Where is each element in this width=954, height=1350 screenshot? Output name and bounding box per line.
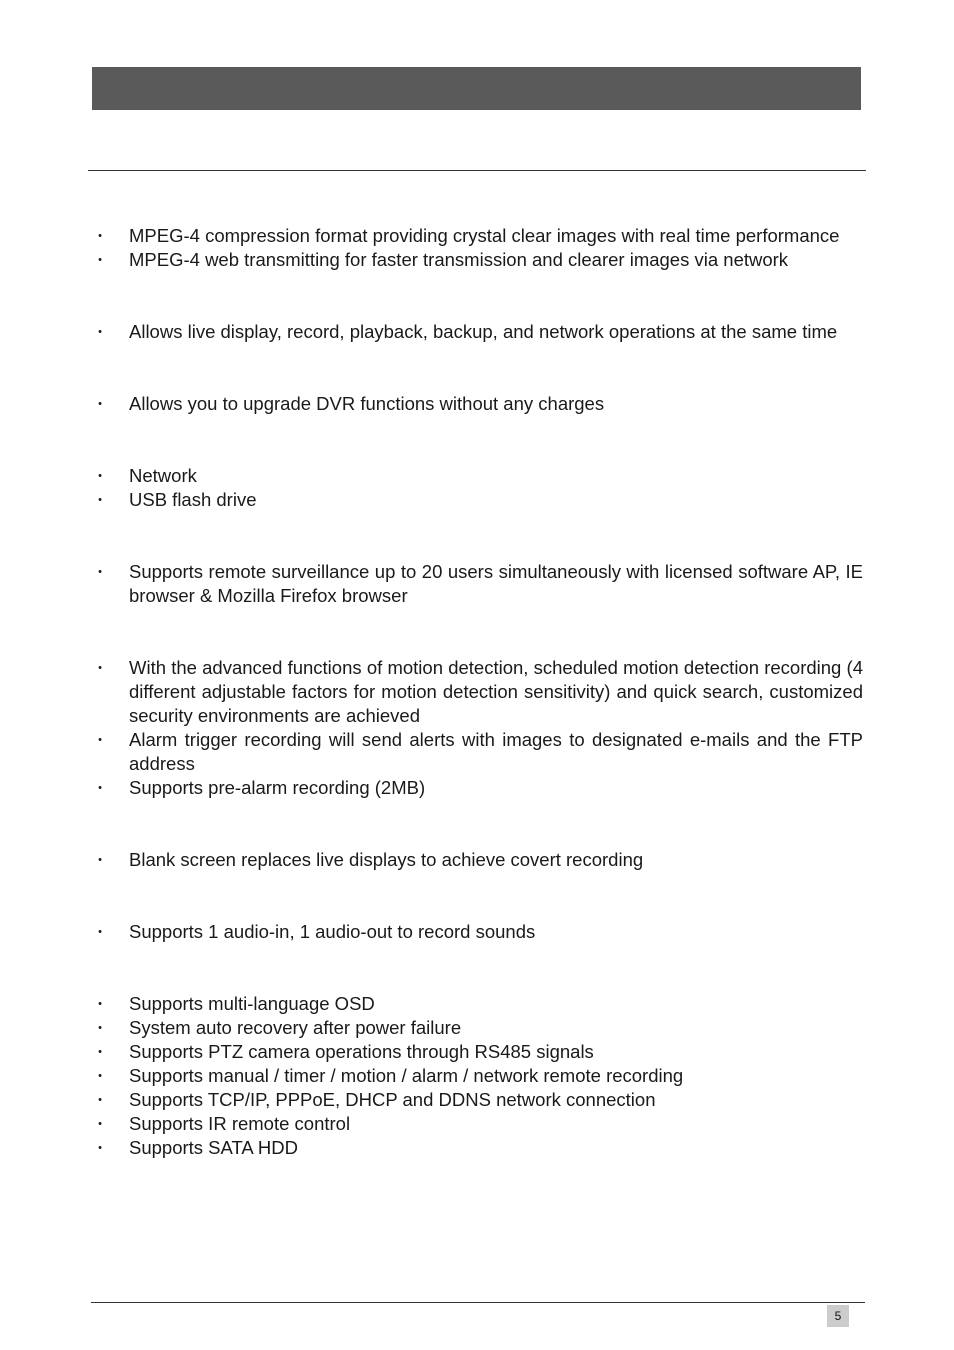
item-text: Supports multi-language OSD [129,993,375,1014]
bullet-icon: • [98,1046,102,1058]
feature-list [92,224,863,1208]
list-item [92,488,863,512]
list-item [92,920,863,944]
list-item [92,776,863,800]
feature-group-others [92,992,863,1160]
feature-group-audio [92,920,863,944]
list-item [92,848,863,872]
item-text: Supports 1 audio-in, 1 audio-out to record sounds [129,921,536,942]
feature-group-multiplex [92,320,863,344]
item-text: MPEG-4 web transmitting for faster transmission and clearer images via network [129,249,789,270]
list-item [92,1088,863,1112]
bullet-icon: • [98,566,102,578]
feature-group-upgrade [92,392,863,416]
list-item [92,1040,863,1064]
item-text: Supports pre-alarm recording (2MB) [129,777,426,798]
bullet-icon: • [98,1070,102,1082]
item-text: MPEG-4 compression format providing crystal clear images with real time performance [129,225,840,246]
list-item [92,1064,863,1088]
list-item [92,320,863,344]
bullet-icon: • [98,998,102,1010]
top-divider [88,170,866,171]
item-text: Allows live display, record, playback, backup, and network operations at the same time [129,321,838,342]
bullet-icon: • [98,734,102,746]
bullet-icon: • [98,926,102,938]
page-number: 5 [827,1305,849,1327]
list-item [92,248,863,272]
list-item [92,464,863,488]
feature-group-backup [92,464,863,512]
feature-group-remote [92,560,863,608]
item-text: Alarm trigger recording will send alerts with images to designated e-mails and the FTP address [129,729,863,774]
bullet-icon: • [98,326,102,338]
bullet-icon: • [98,398,102,410]
feature-group-compression [92,224,863,272]
bullet-icon: • [98,854,102,866]
bullet-icon: • [98,1118,102,1130]
list-item [92,1136,863,1160]
item-text: Supports remote surveillance up to 20 users simultaneously with licensed software AP, IE browser & Mozilla Firefox browser [129,561,863,606]
bullet-icon: • [98,1142,102,1154]
item-text: Supports PTZ camera operations through RS485 signals [129,1041,594,1062]
list-item [92,392,863,416]
feature-group-motion [92,656,863,800]
bullet-icon: • [98,1022,102,1034]
item-text: USB flash drive [129,489,257,510]
item-text: System auto recovery after power failure [129,1017,462,1038]
item-text: Supports IR remote control [129,1113,351,1134]
list-item [92,560,863,608]
item-text: Blank screen replaces live displays to achieve covert recording [129,849,644,870]
list-item [92,656,863,728]
item-text: Supports manual / timer / motion / alarm / network remote recording [129,1065,684,1086]
list-item [92,992,863,1016]
bullet-icon: • [98,782,102,794]
item-text: Supports SATA HDD [129,1137,298,1158]
list-item [92,728,863,776]
item-text: Network [129,465,197,486]
footer-divider [91,1302,865,1303]
bullet-icon: • [98,662,102,674]
bullet-icon: • [98,494,102,506]
bullet-icon: • [98,230,102,242]
list-item [92,224,863,248]
item-text: Supports TCP/IP, PPPoE, DHCP and DDNS network connection [129,1089,656,1110]
bullet-icon: • [98,254,102,266]
bullet-icon: • [98,470,102,482]
bullet-icon: • [98,1094,102,1106]
header-bar [92,67,861,110]
list-item [92,1016,863,1040]
list-item [92,1112,863,1136]
item-text: Allows you to upgrade DVR functions without any charges [129,393,605,414]
feature-group-covert [92,848,863,872]
item-text: With the advanced functions of motion detection, scheduled motion detection recording (4 different adjustable factors for motion detection sensitivity) and quick search, customized security environments are achieved [129,657,863,726]
